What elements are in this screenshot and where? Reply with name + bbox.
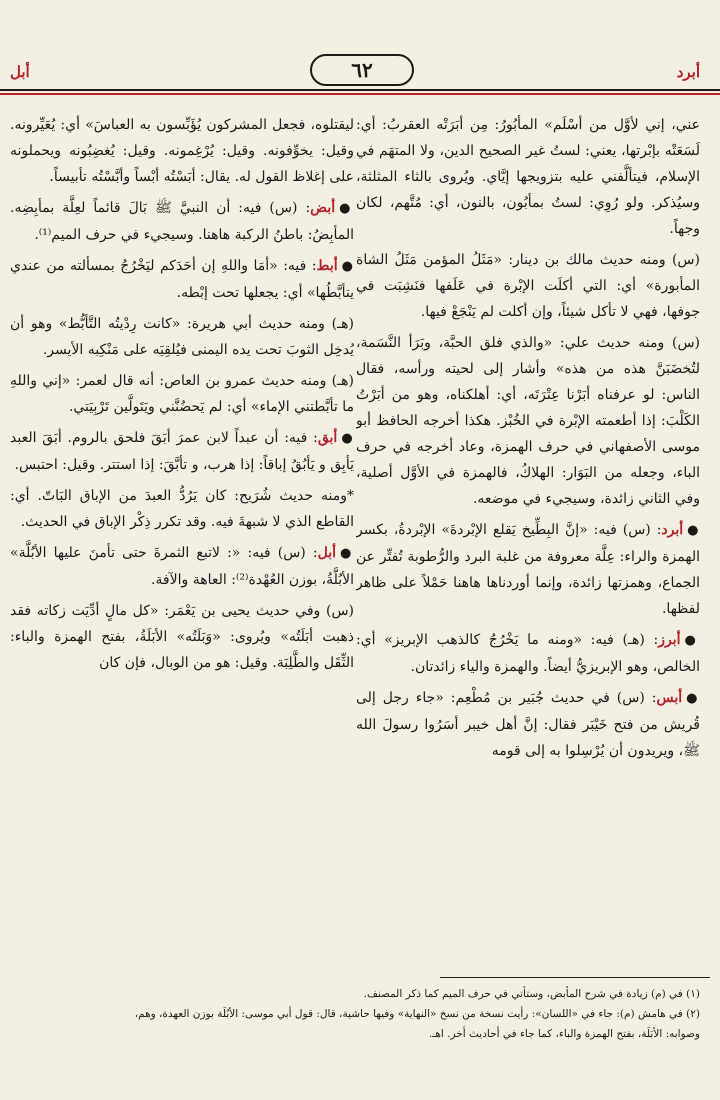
paragraph: ● أبل: (س) فيه: «: لاتبع الثمرةَ حتى تأمنَ عليها الأبُلَّة» الأبُلَّةُ، بوزن العُهْدة⁽²⁾: العاهة والآفة. bbox=[10, 540, 354, 593]
footnote: وصوابه: الأبَلَة، بفتح الهمزة والباء، كما جاء في أحاديث أخر. اهـ. bbox=[428, 1028, 700, 1040]
paragraph: ● أبق: فيه: أن عبداً لابن عمرَ أبَقَ فلحق بالروم. أبَقَ العبد يَأبِق و يَأبُقُ إباقاً: إذا هرب، و تأبَّقَ: إذا استتر. وقيل: احتبس. bbox=[10, 425, 354, 478]
paragraph: ● أبس: (س) في حديث جُبَير بن مُطْعِم: «جاء رجل إلى قُريش من فتح خَيْبَر فقال: إنَّ أهل خيبر أسَرُوا رسولَ الله ﷺ، ويريدون أن يُرْسِلوا به إلى قومه bbox=[356, 685, 700, 764]
header-rule-red bbox=[0, 93, 720, 95]
footnote: (٢) في هامش (م): جاء في «اللسان»: رأيت نسخة من نسخ «النهاية» وفيها حاشية، قال: قول أبي موسى: الأبُلَة بوزن العهدة، وهم، bbox=[134, 1008, 700, 1020]
header-root-word-left: أبل bbox=[10, 63, 30, 81]
paragraph: عني، إني لأوَّل من أسْلَم» المأبُورُ: مِن أبَرَتْه العقربُ: أي: لَسَعَتْه بإبْرتها، يعني: لستُ غير الصحيح الدين، ولا المتهَم في الإسلام، فيتألَّفني عليه بتزويجها إيَّاي. ويُروى بالثاء المثلثة، وسيُذكر. ولو رُوِي: لستُ بمأبُون، بالنون، أي: مُتَّهم، لكان وجهاً. bbox=[356, 117, 700, 237]
paragraph: (هـ) ومنه حديث أبي هريرة: «كانت رِدْيتُه التَّأبُّط» وهو أن يُدخِل الثوبَ تحت يده اليمنى فيُلقِيَه على مَنْكِبه الأيسر. bbox=[10, 316, 354, 358]
entry-headword: ● أبرز bbox=[658, 632, 700, 648]
page-header bbox=[0, 52, 720, 92]
right-column bbox=[356, 112, 700, 962]
footnote-divider bbox=[440, 977, 710, 978]
paragraph: ● أبرد: (س) فيه: «إنَّ البِطِّيخ يَقلع الإبْردةَ» الإبْردةُ، بكسر الهمزة والراء: عِلَّة معروفة من غلبة البرد والرُّطوبة تُفتِّر عن الجماع، وهمزتها زائدة، وإنما أوردناها هاهنا حَمْلاً على ظاهر لفظها. bbox=[356, 517, 700, 622]
entry-headword: ● أبق bbox=[318, 430, 354, 446]
left-column bbox=[10, 112, 354, 962]
paragraph: ● أبرز: (هـ) فيه: «ومنه ما يَخْرُجُ كالذهب الإبريز» أي: الخالص، وهو الإبريزيُّ أيضاً. والهمزة والياء زائدتان. bbox=[356, 627, 700, 680]
footnote: (١) في (م) زيادة في شرح المأبض، وستأتي في حرف الميم كما ذكر المصنف. bbox=[363, 988, 700, 1000]
paragraph: ● أبض: (س) فيه: أن النبيَّ ﷺ بَالَ قائماً لعِلَّة بمأبِضِه. المأبِضُ: باطنُ الركبة هاهنا. وسيجيء في حرف الميم⁽¹⁾. bbox=[10, 195, 354, 248]
paragraph: ● أبط: فيه: «أمَا واللهِ إن أحَدَكم ليَخْرُجُ بمسألته من عندي يتأبَّطُها» أي: يجعلها تحت إبْطه. bbox=[10, 253, 354, 306]
header-rule-black bbox=[0, 89, 720, 91]
paragraph: (س) وفي حديث يحيى بن يَعْمَر: «كل مالٍ أدِّيَت زكاته فقد ذهبت أبَلَتُه» ويُروى: «وَبَلَتُه» الأبَلَةُ، بفتح الهمزة والباء: الثِّقَل والطَّلِبَة. وقيل: هو من الوبال، فإن كان bbox=[10, 603, 354, 671]
paragraph: (هـ) ومنه حديث عمرو بن العاص: أنه قال لعمر: «إني واللهِ ما تأبَّطتني الإماء» أي: لم يَحضُنَّني ويَتَولَّين تَرْبِيَتي. bbox=[10, 373, 354, 415]
entry-headword: ● أبض bbox=[310, 200, 354, 216]
paragraph: *ومنه حديث شُرَيح: كان يَرُدُّ العبدَ من الإباق البَاتّ. أي: القاطع الذي لا شبهةَ فيه. وقد تكرر ذِكْر الإباق في الحديث. bbox=[10, 488, 354, 530]
entry-headword: ● أبل bbox=[318, 545, 354, 561]
entry-headword: ● أبس bbox=[657, 690, 701, 706]
entry-headword: ● أبط bbox=[317, 258, 354, 274]
paragraph: (س) ومنه حديث مالك بن دينار: «مَثَلُ المؤمن مَثَلُ الشاة المأبورة» أي: التي أكلَت الإبْرة في عَلَفها فنَشِبَت في جوفها، فهي لا تأكل شيئاً، وإن أكلت لم يَنْجَعْ فيها. bbox=[356, 252, 700, 320]
paragraph: ليقتلوه، فجعل المشركون يُؤَبِّسون به العباسَ» أي: يُعَيِّرونه. وقيل: يخوِّفونه. وقيل: يُرْغِمونه. وقيل: يُغضِبُونه ويحملونه على إغلاظ القول له. يقال: أبَسْتُه أبْساً وأبَّسْتُه تأبيساً. bbox=[10, 117, 354, 185]
paragraph: (س) ومنه حديث علي: «والذي فلق الحبَّة، وبَرَأ النَّسَمة، لتُخضَبَنَّ هذه من هذه» وأشار إلى لحيته ورأسه، فقال الناس: لو عرفناه أبَرْنا عِتْرَتَه، أي: أهلكناه، وهو من أبَرْتُ الكَلْبَ: إذا أطعمته الإبْرة في الخُبْز. هكذا أخرجه الحافظ أبو موسى الأصفهاني في حرف الهمزة، وعاد أخرجه في حرف الباء، وجعله من البَوَار: الهلاكُ، فالهمزة في الأوَّل أصلية، وفي الثاني زائدة، وسيجيء في موضعه. bbox=[356, 335, 700, 507]
page-number: ٦٢ bbox=[310, 54, 414, 86]
entry-headword: ● أبرد bbox=[661, 522, 700, 538]
header-root-word-right: أبرد bbox=[676, 63, 700, 81]
footnotes bbox=[20, 984, 700, 1048]
